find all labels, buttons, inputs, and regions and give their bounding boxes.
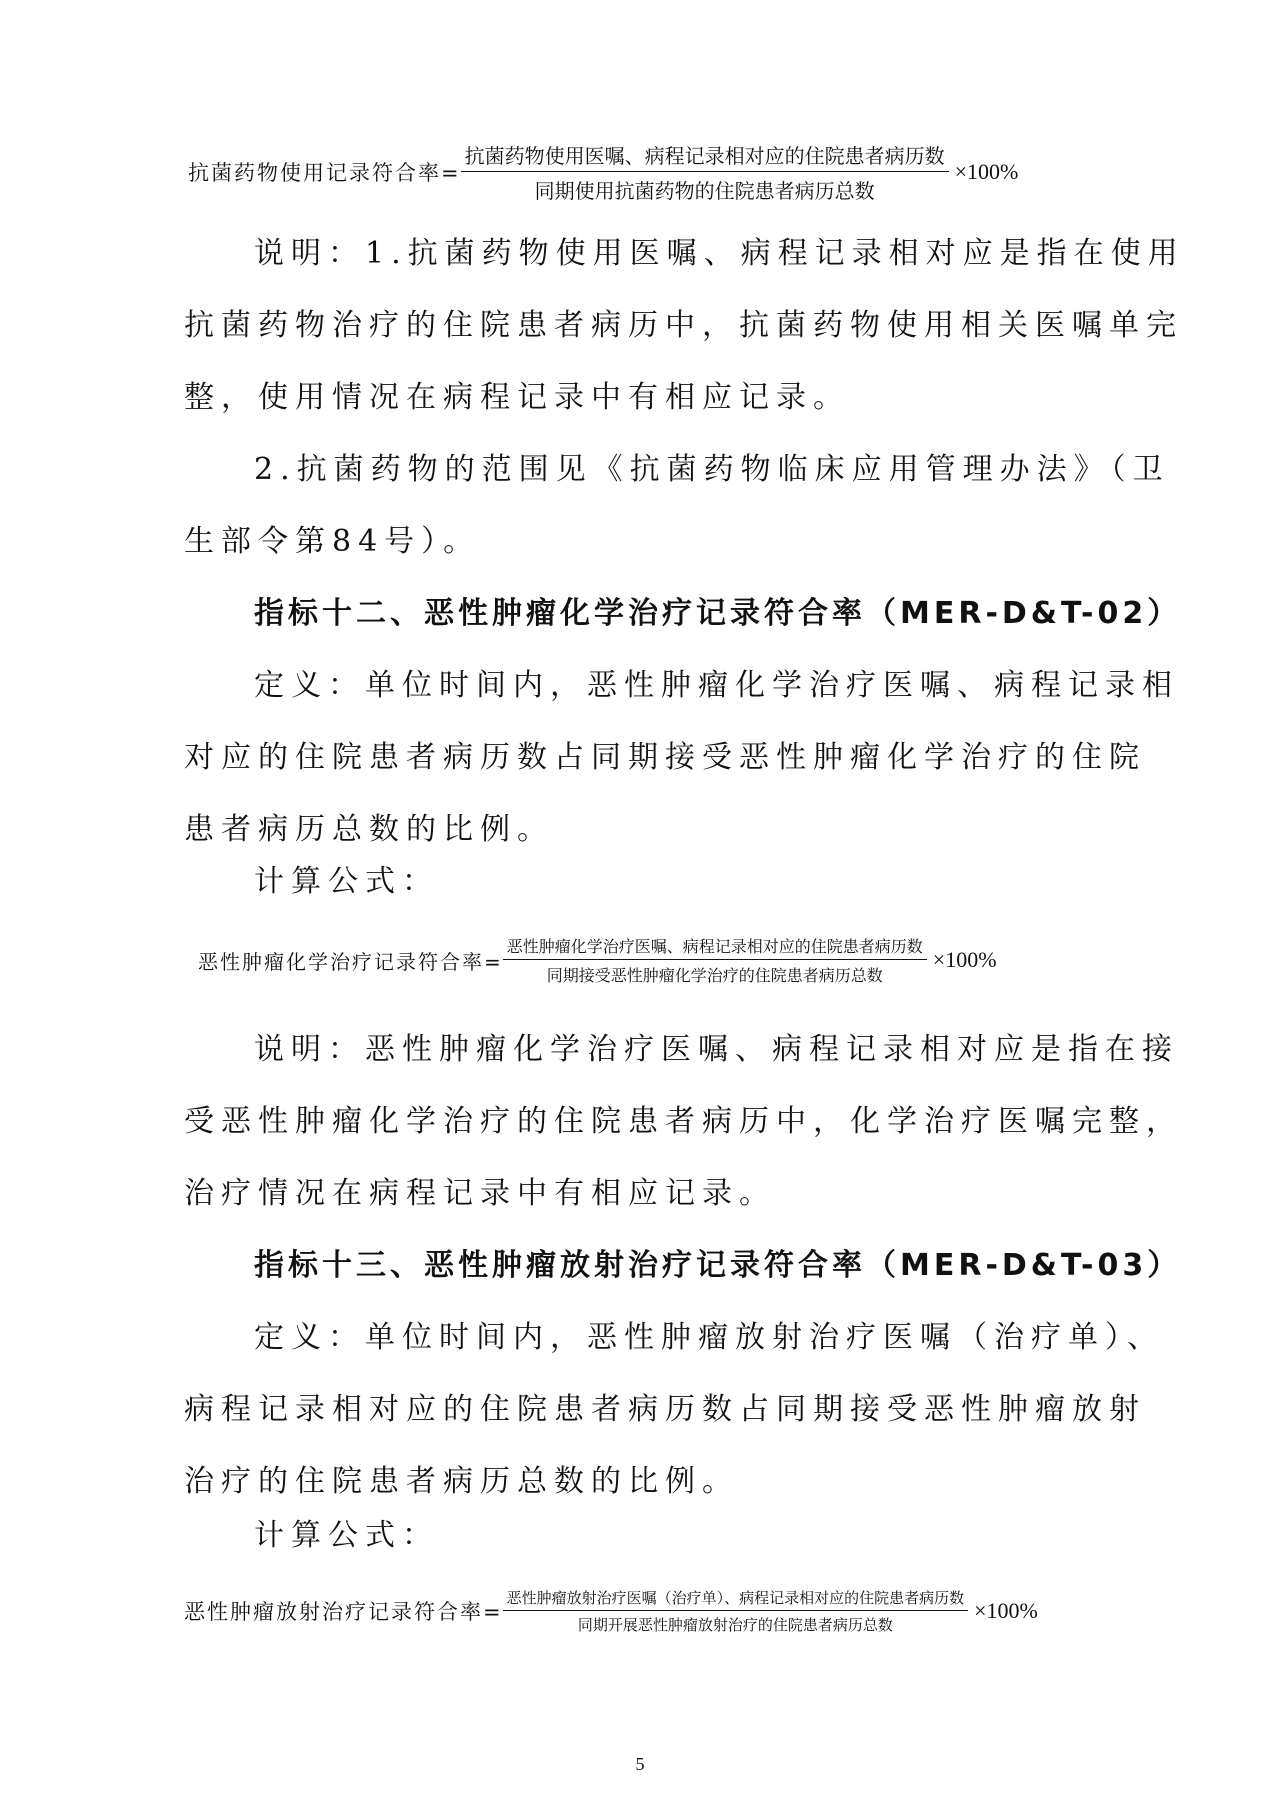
formula-denominator: 同期开展恶性肿瘤放射治疗的住院患者病历总数 xyxy=(577,1616,893,1634)
indicator-13-definition-line-3: 治疗的住院患者病历总数的比例。 xyxy=(184,1464,739,1499)
formula-fraction xyxy=(503,1587,969,1635)
formula-antibiotic-record-rate xyxy=(188,140,1018,204)
formula-numerator: 恶性肿瘤放射治疗医嘱（治疗单）、病程记录相对应的住院患者病历数 xyxy=(503,1587,969,1611)
formula-multiplier: ×100% xyxy=(932,947,997,972)
indicator-12-note-line-2: 受恶性肿瘤化学治疗的住院患者病历中，化学治疗医嘱完整， xyxy=(184,1104,1183,1139)
formula-fraction xyxy=(461,140,949,204)
formula-multiplier: ×100% xyxy=(974,1598,1038,1623)
indicator-12-definition-line-2: 对应的住院患者病历数占同期接受恶性肿瘤化学治疗的住院 xyxy=(184,740,1146,775)
indicator-12-heading: 指标十二、恶性肿瘤化学治疗记录符合率（MER-D&T-02） xyxy=(254,596,1182,631)
note-1-line-3: 整，使用情况在病程记录中有相应记录。 xyxy=(184,380,850,415)
note-1-line-1: 说明：1.抗菌药物使用医嘱、病程记录相对应是指在使用 xyxy=(254,236,1185,271)
indicator-12-definition-line-1: 定义：单位时间内，恶性肿瘤化学治疗医嘱、病程记录相 xyxy=(254,668,1179,703)
formula-radiotherapy-record-rate xyxy=(184,1587,1038,1635)
formula-numerator: 抗菌药物使用医嘱、病程记录相对应的住院患者病历数 xyxy=(461,140,949,172)
formula-lhs: 恶性肿瘤化学治疗记录符合率= xyxy=(198,949,503,974)
indicator-12-note-line-3: 治疗情况在病程记录中有相应记录。 xyxy=(184,1176,776,1211)
note-1-line-4: 2.抗菌药物的范围见《抗菌药物临床应用管理办法》（卫 xyxy=(254,452,1170,487)
formula-numerator: 恶性肿瘤化学治疗医嘱、病程记录相对应的住院患者病历数 xyxy=(503,934,927,960)
formula-lhs: 抗菌药物使用记录符合率= xyxy=(188,161,461,185)
formula-fraction xyxy=(503,934,927,986)
indicator-13-heading: 指标十三、恶性肿瘤放射治疗记录符合率（MER-D&T-03） xyxy=(254,1248,1182,1283)
indicator-12-definition-line-3: 患者病历总数的比例。 xyxy=(184,812,554,847)
indicator-13-definition-line-1: 定义：单位时间内，恶性肿瘤放射治疗医嘱（治疗单）、 xyxy=(254,1320,1164,1355)
indicator-12-formula-label: 计算公式： xyxy=(254,864,439,899)
page-number: 5 xyxy=(635,1754,645,1774)
indicator-13-formula-label: 计算公式： xyxy=(254,1518,439,1553)
indicator-12-note-line-1: 说明：恶性肿瘤化学治疗医嘱、病程记录相对应是指在接 xyxy=(254,1032,1179,1067)
formula-lhs: 恶性肿瘤放射治疗记录符合率= xyxy=(184,1600,503,1624)
formula-multiplier: ×100% xyxy=(954,159,1019,184)
formula-denominator: 同期使用抗菌药物的住院患者病历总数 xyxy=(534,179,875,203)
formula-denominator: 同期接受恶性肿瘤化学治疗的住院患者病历总数 xyxy=(546,966,883,985)
note-1-line-5: 生部令第84号）。 xyxy=(184,524,481,559)
note-1-line-2: 抗菌药物治疗的住院患者病历中，抗菌药物使用相关医嘱单完 xyxy=(184,308,1183,343)
formula-chemotherapy-record-rate xyxy=(198,934,997,986)
indicator-13-definition-line-2: 病程记录相对应的住院患者病历数占同期接受恶性肿瘤放射 xyxy=(184,1392,1146,1427)
